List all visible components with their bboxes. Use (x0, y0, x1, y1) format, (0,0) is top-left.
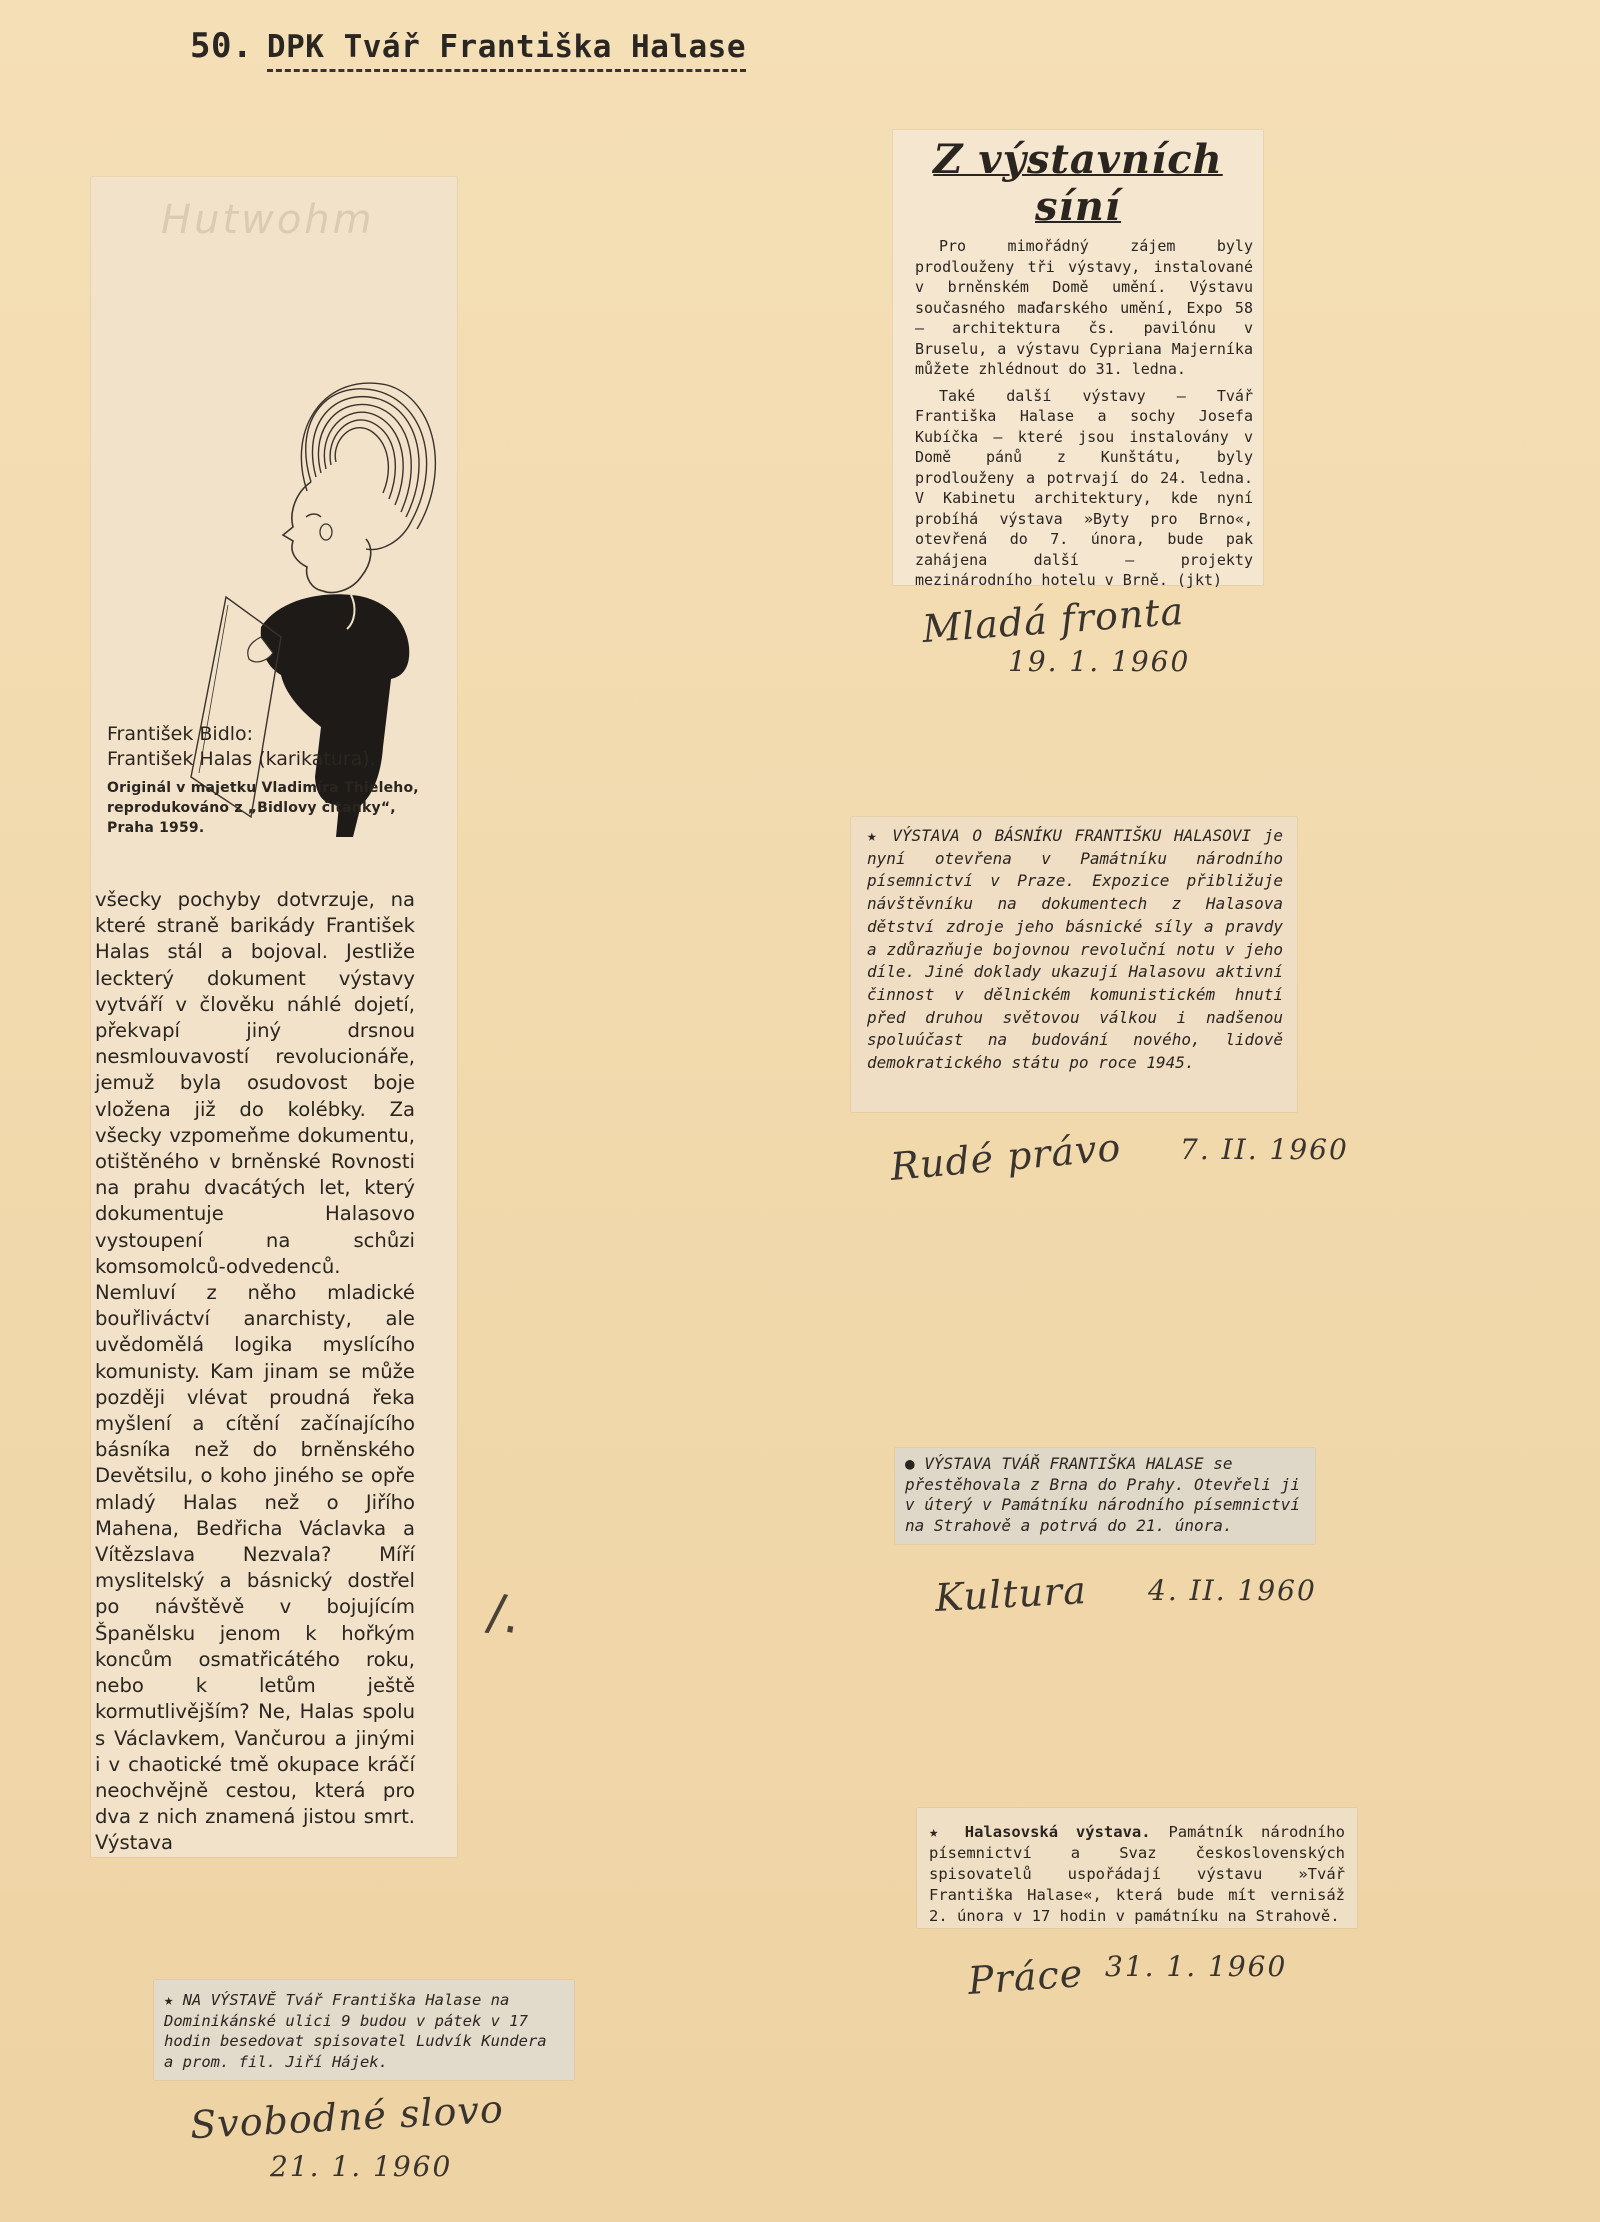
clipping-svobodne-slovo (154, 1980, 574, 2080)
clipping-lead: Halasovská výstava. (964, 1823, 1151, 1841)
star-icon: ★ (929, 1823, 947, 1841)
clipping-kultura (895, 1448, 1315, 1544)
caption-source: Originál v majetku Vladimíra Thieleho, reprodukováno z „Bidlovy čítanky“, Praha 1959. (107, 780, 419, 836)
clipping-text: VÝSTAVA TVÁŘ FRANTIŠKA HALASE se přestěhovala z Brna do Prahy. Otevřeli ji v úterý v Památníku národního písemnictví na Strahově a potrvá do 21. února. (905, 1454, 1300, 1535)
clipping-z-vystavnich-sini (893, 130, 1263, 589)
faint-handwriting: Hutwohm (161, 197, 375, 243)
handwritten-date-kultura: 4. II. 1960 (1148, 1574, 1317, 1607)
clipping-prace (917, 1808, 1357, 1928)
clipping-paragraph-2: Také další výstavy — Tvář Františka Halase a sochy Josefa Kubíčka — které jsou instalovány v Domě pánů z Kunštátu, byly prodlouženy a potrvají do 24. ledna. V Kabinetu architektury, kde nyní probíhá výstava »Byty pro Brno«, otevřená do 7. února, bude pak zahájena další — projekty mezinárodního hotelu v Brně. (jkt) (915, 386, 1253, 589)
page-number: 50. (190, 26, 253, 66)
handwritten-date-svobodne-slovo: 21. 1. 1960 (270, 2150, 453, 2183)
clipping-body (917, 1808, 1357, 1927)
clipping-body (851, 817, 1297, 1075)
handwritten-source-prace: Práce (966, 1951, 1085, 2003)
handwritten-source-rude-pravo: Rudé právo (888, 1124, 1123, 1190)
clipping-paragraph-1: Pro mimořádný zájem byly prodlouženy tři výstavy, instalované v brněnském Domě umění. Výstavu současného maďarského umění, Expo 58 — architektura čs. pavilónu v Bruselu, a výstavu Cypriana Majerníka můžete zhlédnout do 31. ledna. (915, 237, 1253, 378)
article-clipping-left (91, 177, 457, 1857)
clipping-text: NA VÝSTAVĚ Tvář Františka Halase na Dominikánské ulici 9 budou v pátek v 17 hodin besedovat spisovatel Ludvík Kundera a prom. fil. Jiří Hájek. (164, 1991, 547, 2071)
clipping-body (893, 230, 1263, 591)
clipping-heading: Z výstavních síní (933, 136, 1223, 230)
article-body-text: všecky pochyby dotvrzuje, na které straně barikády František Halas stál a bojoval. Jestliže leckterý dokument výstavy vytváří v člověku náhlé dojetí, překvapí jiný drsnou nesmlouvavostí revolucionáře, jemuž byla osudovost boje vložena již do kolébky. Za všecky vzpomeňme dokumentu, otištěného v brněnské Rovnosti na prahu dvacátých let, který dokumentuje Halasovo vystoupení na schůzi komsomolců-odvedenců. Nemluví z něho mladické bouřliváctví anarchisty, ale uvědomělá logika myslícího komunisty. Kam jinam se může později vlévat proudná řeka myšlení a cítění začínajícího básníka než do brněnského Devětsilu, o koho jiného se opře mladý Halas než o Jiřího Mahena, Bedřicha Václavka a Vítězslava Nezvala? Míří myslitelský a básnický dostřel po návštěvě v bojujícím Španělsku jenom k hořkým koncům osmatřicátého roku, nebo k letům ještě kormutlivějším? Ne, Halas spolu s Václavkem, Vančurou a jinými i v chaotické tmě okupace kráčí neochvějně cestou, která pro dva z nich znamená jistou smrt. Výstava (95, 888, 415, 1855)
clipping-body (154, 1980, 574, 2072)
handwritten-date-prace: 31. 1. 1960 (1105, 1950, 1288, 1983)
caption-line-1: František Bidlo: (107, 723, 254, 745)
handwritten-source-kultura: Kultura (933, 1568, 1088, 1620)
clipping-text: VÝSTAVA O BÁSNÍKU FRANTIŠKU HALASOVI je nyní otevřena v Památníku národního písemnictví v Praze. Expozice přibližuje návštěvníku na dokumentech z Halasova dětství zdroje jeho básnické síly a pravdy a zdůrazňuje bojovnou revoluční notu v jeho díle. Jiné doklady ukazují Halasovu aktivní činnost v dělnickém komunistickém hnutí před druhou světovou válkou i nadšenou spoluúčast na budování nového, lidově demokratického státu po roce 1945. (867, 826, 1283, 1073)
handwritten-source-svobodne-slovo: Svobodné slovo (189, 2086, 505, 2148)
clipping-text: Památník národního písemnictví a Svaz československých spisovatelů uspořádají výstavu »Tvář Františka Halase«, která bude mít vernisáž 2. února v 17 hodin v památníku na Strahově. (929, 1823, 1345, 1925)
page-title: DPK Tvář Františka Halase (267, 29, 746, 72)
handwritten-date-rude-pravo: 7. II. 1960 (1180, 1133, 1349, 1166)
handwritten-date-mlada-fronta: 19. 1. 1960 (1008, 645, 1191, 678)
bullet-icon: ● (905, 1454, 915, 1473)
handwritten-source-mlada-fronta: Mladá fronta (920, 588, 1186, 652)
clipping-vystava-o-basniku (851, 817, 1297, 1112)
caricature-caption (107, 722, 442, 838)
star-icon: ★ (867, 826, 880, 845)
handwritten-slash-mark: /. (483, 1582, 526, 1646)
page-header (190, 26, 746, 66)
caption-line-2: František Halas (karikatura). (107, 748, 376, 770)
star-icon: ★ (164, 1991, 174, 2009)
clipping-body (895, 1448, 1315, 1536)
